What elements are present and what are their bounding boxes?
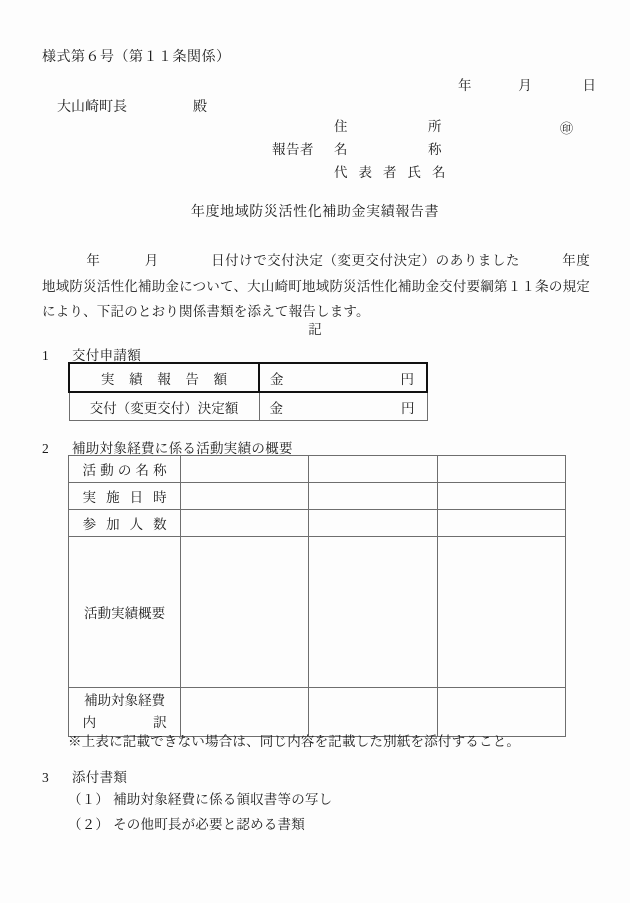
activity-datetime-cell-1[interactable] (181, 483, 309, 510)
attachment-text-1: 補助対象経費に係る領収書等の写し (113, 792, 333, 807)
activity-summary-cell-3[interactable] (437, 537, 565, 688)
body-paragraph (42, 248, 590, 325)
reporter-name-label (334, 138, 454, 161)
form-number: 様式第６号（第１１条関係） (42, 50, 231, 65)
list-item (68, 812, 332, 837)
result-amount-prefix: 金 (270, 371, 284, 387)
reporter-address-label-text: 住所 (334, 119, 442, 134)
expense-breakdown-label-line1: 補助対象経費 (84, 693, 166, 708)
decision-amount-suffix: 円 (401, 400, 415, 416)
activity-summary-label: 活動実績概要 (69, 537, 181, 688)
reporter-name-label-text: 名称 (334, 142, 442, 157)
table-row (69, 363, 427, 392)
activity-name-cell-3[interactable] (437, 456, 565, 483)
table-row (69, 456, 566, 483)
page-title: 年度地域防災活性化補助金実績報告書 (190, 205, 440, 220)
activity-datetime-cell-3[interactable] (437, 483, 565, 510)
attachment-list (68, 787, 332, 837)
decision-amount-label: 交付（変更交付）決定額 (69, 392, 259, 421)
section-1-title: 交付申請額 (72, 348, 141, 363)
result-report-amount-label (69, 363, 259, 392)
addressee-honorific: 殿 (193, 100, 207, 115)
participants-label (69, 510, 181, 537)
addressee-line (57, 96, 207, 116)
table-row (69, 510, 566, 537)
date-line (458, 74, 596, 94)
activity-summary-table (68, 455, 566, 737)
participants-label-text: 参加人数 (82, 517, 167, 532)
reporter-representative-label (334, 161, 454, 184)
section-2-number: 2 (42, 441, 50, 456)
participants-cell-2[interactable] (309, 510, 437, 537)
decision-amount-prefix: 金 (269, 400, 283, 416)
body-year-label: 年 (86, 253, 101, 268)
result-report-amount-label-text: 実績報告額 (101, 371, 227, 387)
reporter-representative-label-text: 代表者氏名 (334, 165, 446, 180)
attachment-index-1: （１） (68, 792, 110, 807)
activity-datetime-label (69, 483, 181, 510)
list-item (68, 787, 332, 812)
date-month-label: 月 (518, 78, 532, 93)
activity-datetime-label-text: 実施日時 (82, 490, 167, 505)
result-report-amount-cell[interactable] (259, 363, 427, 392)
activity-name-cell-2[interactable] (309, 456, 437, 483)
body-day-rest: 日付けで交付決定（変更交付決定）のありました (210, 253, 520, 268)
body-continuation: 補助金について、大山崎町地域防災活性化補助金交付要綱第１１条の規定により、下記のとおり関係書類を添えて報告します。 (42, 278, 590, 319)
participants-cell-1[interactable] (181, 510, 309, 537)
ki-mark: 記 (308, 322, 322, 337)
decision-amount-cell[interactable] (259, 392, 427, 421)
reporter-address-row (272, 115, 454, 138)
activity-name-label-text: 活動の名称 (82, 463, 167, 478)
activity-name-cell-1[interactable] (181, 456, 309, 483)
reporter-name-row (272, 138, 454, 161)
participants-cell-3[interactable] (437, 510, 565, 537)
table-note: ※上表に記載できない場合は、同じ内容を記載した別紙を添付すること。 (68, 734, 521, 749)
activity-summary-cell-2[interactable] (309, 537, 437, 688)
section-3-number: 3 (42, 770, 50, 785)
reporter-address-label (334, 115, 454, 138)
seal-icon: ㊞ (560, 121, 574, 136)
result-amount-suffix: 円 (400, 371, 414, 387)
reporter-tag: 報告者 (272, 142, 314, 157)
date-day-label: 日 (582, 78, 596, 93)
section-2-heading (42, 437, 293, 457)
table-row (69, 483, 566, 510)
addressee-name: 大山崎町長 (57, 100, 127, 115)
expense-breakdown-label-line2: 内 訳 (82, 715, 167, 730)
section-1-number: 1 (42, 348, 50, 363)
attachment-text-2: その他町長が必要と認める書類 (113, 817, 305, 832)
date-year-label: 年 (458, 78, 472, 93)
table-row (69, 537, 566, 688)
section-2-title: 補助対象経費に係る活動実績の概要 (72, 441, 293, 456)
activity-name-label (69, 456, 181, 483)
table-row (69, 392, 427, 421)
section-1-heading (42, 344, 141, 364)
body-month-label: 月 (144, 253, 159, 268)
activity-datetime-cell-2[interactable] (309, 483, 437, 510)
activity-summary-cell-1[interactable] (181, 537, 309, 688)
body-fiscal-rest: 年度地域防災活性化 (42, 253, 590, 294)
attachment-index-2: （２） (68, 817, 110, 832)
section-3-heading (42, 766, 127, 786)
reporter-block (272, 115, 574, 184)
section-3-title: 添付書類 (72, 770, 128, 785)
application-amount-table (68, 362, 428, 421)
